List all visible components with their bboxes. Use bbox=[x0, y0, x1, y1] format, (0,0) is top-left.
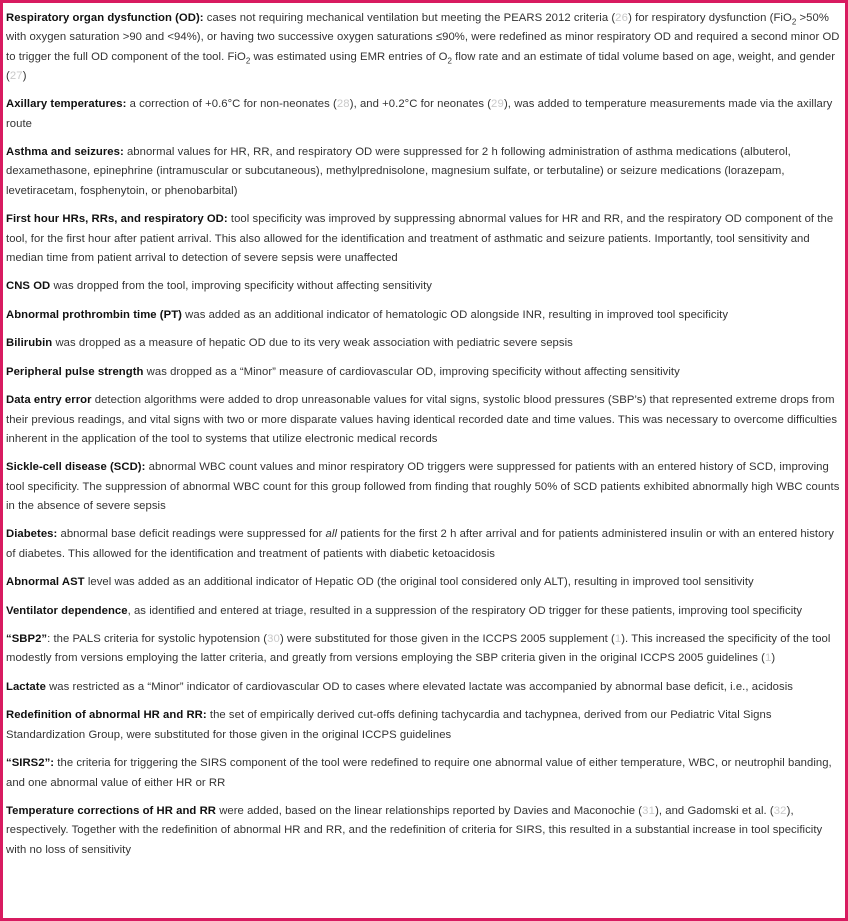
entry-text: the set of empirically derived cut-offs defining tachycardia and tachypnea, derived from our Pediatric Vital Signs Standardization Group, were substituted for those given in the original ICCPS guidelines bbox=[6, 709, 772, 741]
entry-sirs2 bbox=[6, 754, 843, 793]
entry-respiratory-od bbox=[6, 9, 843, 86]
reference-link[interactable]: 29 bbox=[491, 98, 504, 111]
reference-link[interactable]: 27 bbox=[9, 69, 23, 82]
entry-term: Diabetes: bbox=[6, 528, 58, 541]
entry-text: was dropped from the tool, improving specificity without affecting sensitivity bbox=[50, 280, 432, 293]
entry-asthma-seizures bbox=[6, 143, 843, 201]
reference-link[interactable]: 26 bbox=[615, 12, 629, 24]
entry-text: ), was added to temperature measurements made via the axillary route bbox=[6, 98, 833, 130]
emphasis: all bbox=[325, 528, 337, 541]
entry-text: was dropped as a measure of hepatic OD due to its very weak association with pediatric severe sepsis bbox=[52, 337, 573, 350]
entry-text: level was added as an additional indicator of Hepatic OD (the original tool considered only ALT), resulting in improved tool sensitivity bbox=[84, 576, 754, 589]
entry-term: Bilirubin bbox=[6, 337, 53, 350]
entry-text: ) were substituted for those given in the ICCPS 2005 supplement ( bbox=[280, 633, 615, 646]
reference-link[interactable]: 28 bbox=[336, 98, 350, 111]
entry-term: Data entry error bbox=[6, 394, 92, 407]
reference-link[interactable]: 31 bbox=[642, 804, 656, 817]
entry-term: Peripheral pulse strength bbox=[6, 365, 144, 378]
entry-text: abnormal WBC count values and minor respiratory OD triggers were suppressed for patients with an entered history of SCD, improving tool specificity. The suppression of abnormal WBC count for this group followed from finding that roughly 50% of SCD patients exhibited abnormally high WBC counts in the absence of severe sepsis bbox=[6, 461, 840, 512]
reference-link[interactable]: 1 bbox=[614, 633, 622, 646]
entry-text: was dropped as a “Minor” measure of cardiovascular OD, improving specificity without affecting sensitivity bbox=[143, 365, 680, 378]
entry-diabetes bbox=[6, 525, 843, 564]
subscript: 2 bbox=[245, 55, 251, 65]
entry-ventilator bbox=[6, 602, 843, 621]
entry-text: ) for respiratory dysfunction (FiO bbox=[628, 12, 792, 24]
entry-text: : the PALS criteria for systolic hypotension ( bbox=[47, 633, 268, 646]
entry-text: ) bbox=[22, 69, 27, 82]
entry-pulse-strength bbox=[6, 363, 843, 382]
entry-term: Asthma and seizures: bbox=[6, 146, 124, 159]
entry-term: Ventilator dependence bbox=[6, 604, 128, 617]
entry-text: was estimated using EMR entries of O bbox=[250, 50, 448, 63]
reference-link[interactable]: 1 bbox=[765, 652, 772, 665]
entry-text: ) bbox=[771, 652, 776, 665]
entry-text: ), and +0.2°C for neonates ( bbox=[349, 98, 492, 111]
entry-term: “SIRS2”: bbox=[6, 757, 55, 770]
entry-text: a correction of +0.6°C for non-neonates ( bbox=[126, 98, 337, 111]
entry-bilirubin bbox=[6, 334, 843, 353]
entry-text: the criteria for triggering the SIRS component of the tool were redefined to require one abnormal value of either temperature, WBC, or neutrophil banding, and one abnormal value of either HR or RR bbox=[6, 757, 832, 789]
reference-link[interactable]: 30 bbox=[267, 633, 281, 646]
entry-text: abnormal base deficit readings were suppressed for bbox=[57, 528, 326, 541]
entry-text: patients for the first 2 h after arrival and for patients administered insulin or with an entered history of diabetes. This allowed for the identification and treatment of patients with diabetic ketoacidosis bbox=[6, 528, 834, 560]
entry-first-hour bbox=[6, 210, 843, 268]
entry-term: Lactate bbox=[6, 680, 46, 693]
entry-text: was restricted as a “Minor” indicator of cardiovascular OD to cases where elevated lactate was accompanied by abnormal base deficit, i.e., acidosis bbox=[45, 680, 793, 693]
entry-text: , as identified and entered at triage, resulted in a suppression of the respiratory OD trigger for these patients, improving tool specificity bbox=[127, 604, 803, 617]
entry-lactate bbox=[6, 678, 843, 697]
entry-term: First hour HRs, RRs, and respiratory OD: bbox=[6, 213, 228, 226]
subscript: 2 bbox=[447, 55, 452, 65]
entry-text: abnormal values for HR, RR, and respiratory OD were suppressed for 2 h following administration of asthma medications (albuterol, dexamethasone, epinephrine (intramuscular or subcutaneous), methylprednisolone, magnesium sulfate, or terbutaline) or seizure medications (lorazepam, levetiracetam, fosphenytoin, or phenobarbital) bbox=[6, 146, 791, 197]
entry-text: tool specificity was improved by suppressing abnormal values for HR and RR, and the respiratory OD component of the tool, for the first hour after patient arrival. This also allowed for the identification and treatment of asthmatic and seizure patients. Importantly, tool sensitivity and median time from patient arrival to detection of severe sepsis were unaffected bbox=[6, 213, 834, 264]
entry-term: Redefinition of abnormal HR and RR: bbox=[6, 709, 207, 722]
entry-cns-od bbox=[6, 277, 843, 296]
entry-sickle-cell bbox=[6, 458, 843, 516]
entry-term: Temperature corrections of HR and RR bbox=[6, 804, 216, 817]
entry-prothrombin bbox=[6, 306, 843, 325]
entry-text: >50% with oxygen saturation >90 and <94%), or having two successive oxygen saturations ≤90%, were redefined as minor respiratory OD and required a second minor OD to trigger the full OD component of the tool. FiO bbox=[6, 12, 840, 63]
entry-term: Respiratory organ dysfunction (OD): bbox=[6, 12, 204, 24]
entry-hr-rr-redefinition bbox=[6, 706, 843, 745]
entry-sbp2 bbox=[6, 630, 843, 669]
entry-text: detection algorithms were added to drop unreasonable values for vital signs, systolic blood pressures (SBP’s) that represented extreme drops from their previous readings, and vital signs with two or more disparate values having identical recorded date and time values. This was necessary to overcome difficulties inherent in the application of the tool to systems that utilize electronic medical records bbox=[6, 394, 838, 445]
entry-text: cases not requiring mechanical ventilation but meeting the PEARS 2012 criteria ( bbox=[203, 12, 616, 24]
subscript: 2 bbox=[791, 17, 797, 27]
document-body bbox=[6, 9, 843, 869]
entry-temperature-corrections bbox=[6, 802, 843, 860]
entry-term: Abnormal prothrombin time (PT) bbox=[6, 308, 182, 321]
entry-text: ), respectively. Together with the redefinition of abnormal HR and RR, and the redefinition of criteria for SIRS, this resulted in a substantial increase in tool specificity with no loss of sensitivity bbox=[6, 804, 823, 856]
entry-data-entry-error bbox=[6, 391, 843, 449]
entry-text: were added, based on the linear relationships reported by Davies and Maconochie ( bbox=[216, 804, 643, 817]
reference-link[interactable]: 32 bbox=[773, 804, 787, 817]
entry-term: Axillary temperatures: bbox=[6, 98, 127, 111]
entry-term: CNS OD bbox=[6, 280, 51, 293]
entry-term: Abnormal AST bbox=[6, 576, 85, 589]
entry-term: “SBP2” bbox=[6, 633, 48, 646]
entry-term: Sickle-cell disease (SCD): bbox=[6, 461, 146, 474]
entry-text: was added as an additional indicator of hematologic OD alongside INR, resulting in improved tool specificity bbox=[181, 308, 729, 321]
entry-axillary-temperatures bbox=[6, 95, 843, 134]
entry-text: flow rate and an estimate of tidal volume based on age, weight, and gender ( bbox=[6, 50, 836, 82]
entry-abnormal-ast bbox=[6, 573, 843, 592]
entry-text: ). This increased the specificity of the tool modestly from versions employing the latter criteria, and greatly from versions employing the SBP criteria given in the original ICCPS 2005 guidelines ( bbox=[6, 633, 831, 665]
entry-text: ), and Gadomski et al. ( bbox=[655, 804, 774, 817]
